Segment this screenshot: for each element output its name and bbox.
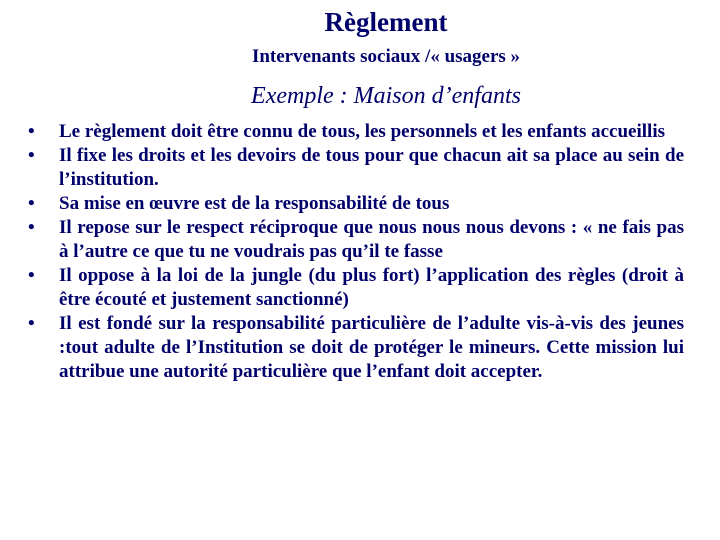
bullet-icon: • <box>28 313 35 334</box>
list-item-text: Il repose sur le respect réciproque que nous nous nous devons : « ne fais pas à l’autre ce que tu ne voudrais pas qu’il te fasse <box>59 217 684 262</box>
page-subtitle: Intervenants sociaux /« usagers » <box>251 46 521 67</box>
bullet-icon: • <box>28 217 35 238</box>
list-item <box>28 264 684 312</box>
example-heading: Exemple : Maison d’enfants <box>251 83 521 109</box>
list-item <box>28 192 684 216</box>
bullet-icon: • <box>28 193 35 214</box>
page-title: Règlement <box>324 7 448 37</box>
list-item <box>28 120 684 144</box>
list-item-text: Il fixe les droits et les devoirs de tous pour que chacun ait sa place au sein de l’institution. <box>59 145 684 190</box>
list-item-text: Il est fondé sur la responsabilité particulière de l’adulte vis-à-vis des jeunes :tout adulte de l’Institution se doit de protéger le mineurs. Cette mission lui attribue une autorité particulière que l’enfant doit accepter. <box>59 313 684 382</box>
list-item-text: Sa mise en œuvre est de la responsabilité de tous <box>59 193 450 214</box>
list-item <box>28 144 684 192</box>
bullet-icon: • <box>28 145 35 166</box>
list-item <box>28 312 684 384</box>
list-item-text: Le règlement doit être connu de tous, les personnels et les enfants accueillis <box>59 121 665 142</box>
bullet-icon: • <box>28 121 35 142</box>
list-item <box>28 216 684 264</box>
bullet-list <box>28 120 684 384</box>
list-item-text: Il oppose à la loi de la jungle (du plus fort) l’application des règles (droit à être écouté et justement sanctionné) <box>59 265 684 310</box>
bullet-icon: • <box>28 265 35 286</box>
